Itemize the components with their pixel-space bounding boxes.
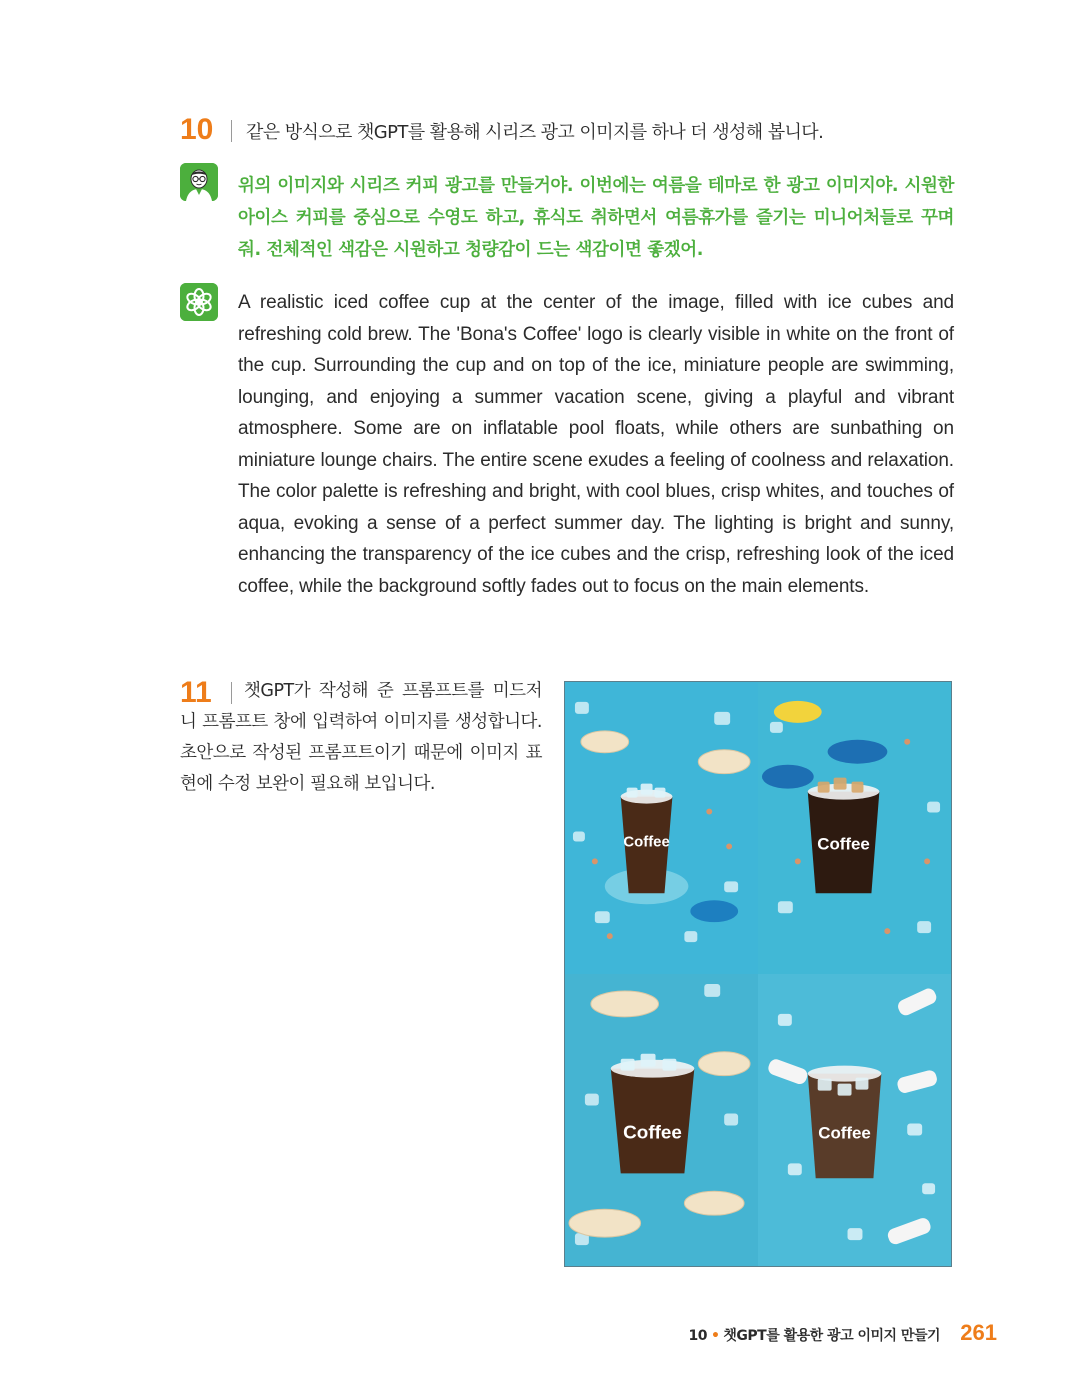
step-divider — [231, 120, 232, 142]
user-avatar-icon — [180, 163, 218, 201]
generated-image-grid — [564, 681, 952, 1267]
chatgpt-logo-icon — [180, 283, 218, 321]
step-11-instruction: 챗GPT가 작성해 준 프롬프트를 미드저니 프롬프트 창에 입력하여 이미지를 생성합니다. 초안으로 작성된 프롬프트이기 때문에 이미지 표현에 수정 보완이 필요해 보입니다. — [180, 681, 542, 794]
bullet-separator: • — [710, 1328, 720, 1344]
page-number: 261 — [960, 1320, 997, 1345]
chatgpt-response-text: A realistic iced coffee cup at the center of the image, filled with ice cubes and refreshing cold brew. The 'Bona's Coffee' logo is clearly visible in white on the front of the cup. Surrounding the cup and on top of the ice, miniature people are swimming, lounging, and enjoying a summer vacation scene, giving a playful and vibrant atmosphere. Some are on inflatable pool floats, while others are sunbathing on miniature lounge chairs. The entire scene exudes a feeling of coolness and relaxation. The color palette is refreshing and bright, with cool blues, crisp whites, and touches of aqua, evoking a sense of a perfect summer day. The lighting is bright and sunny, enhancing the transparency of the ice cubes and the crisp, refreshing look of the iced coffee, while the background softly fades out to focus on the main elements. — [238, 292, 954, 597]
generated-image-4 — [758, 974, 951, 1266]
cup-logo-text: Coffee — [817, 834, 870, 854]
step-number-10: 10 — [180, 113, 214, 146]
generated-image-2 — [758, 682, 951, 974]
running-footer — [688, 1325, 940, 1345]
cup-logo-text: Coffee — [623, 1122, 682, 1144]
step-number-11: 11 — [180, 676, 212, 709]
user-prompt-text: 위의 이미지와 시리즈 커피 광고를 만들거야. 이번에는 여름을 테마로 한 광고 이미지야. 시원한 아이스 커피를 중심으로 수영도 하고, 휴식도 취하면서 여름휴가를 즐기는 미니어처들로 꾸며 줘. 전체적인 색감은 시원하고 청량감이 드는 색감이면 좋겠어. — [238, 176, 954, 260]
cup-logo-text: Coffee — [623, 833, 670, 851]
chapter-title: 챗GPT를 활용한 광고 이미지 만들기 — [723, 1328, 940, 1344]
generated-image-1 — [565, 682, 758, 974]
chapter-number: 10 — [688, 1328, 707, 1344]
cup-logo-text: Coffee — [818, 1123, 871, 1143]
step-10-instruction: 같은 방식으로 챗GPT를 활용해 시리즈 광고 이미지를 하나 더 생성해 봅니다. — [246, 122, 824, 143]
generated-image-3 — [565, 974, 758, 1266]
